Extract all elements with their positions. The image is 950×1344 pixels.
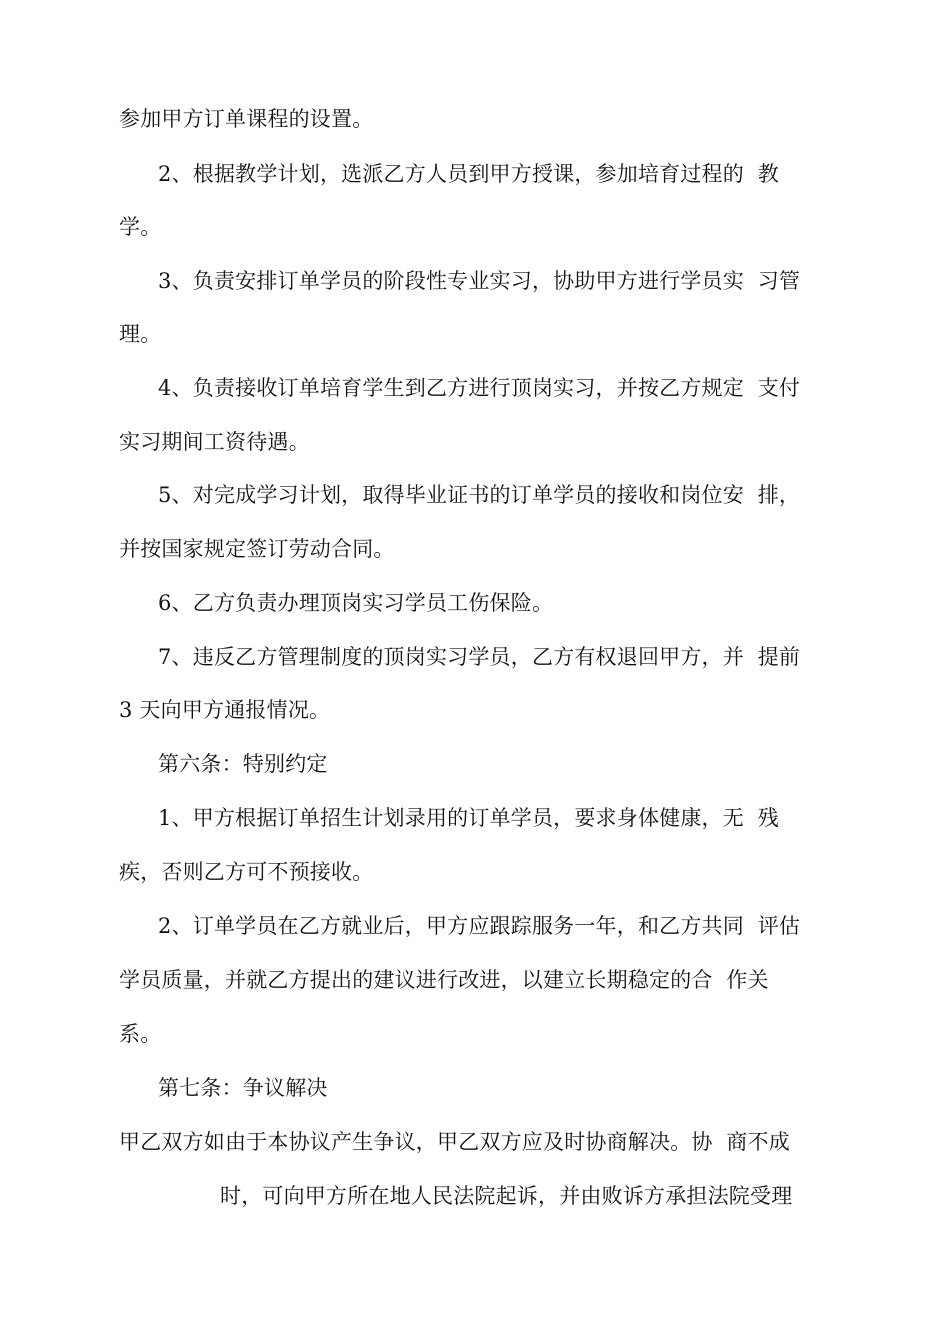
text-line: 系。 (119, 1022, 162, 1046)
text-line: 学。 (119, 215, 162, 239)
text-line: 并按国家规定签订劳动合同。 (119, 537, 395, 561)
text-line: 参加甲方订单课程的设置。 (119, 107, 374, 131)
text-line: 3 天向甲方通报情况。 (119, 698, 331, 722)
text-line: 1、甲方根据订单招生计划录用的订单学员，要求身体健康，无 残 (158, 806, 779, 830)
text-line: 学员质量，并就乙方提出的建议进行改进，以建立长期稳定的合 作关 (119, 968, 769, 992)
text-line: 实习期间工资待遇。 (119, 430, 310, 454)
text-line: 疾，否则乙方可不预接收。 (119, 860, 374, 884)
text-line: 3、负责安排订单学员的阶段性专业实习，协助甲方进行学员实 习管 (158, 269, 801, 293)
text-line: 2、订单学员在乙方就业后，甲方应跟踪服务一年，和乙方共同 评估 (158, 914, 801, 938)
text-line: 甲乙双方如由于本协议产生争议，甲乙双方应及时协商解决。协 商不成 (119, 1130, 790, 1154)
text-line: 理。 (119, 322, 162, 346)
text-line: 时，可向甲方所在地人民法院起诉，并由败诉方承担法院受理 (220, 1184, 793, 1208)
section-heading: 第六条：特别约定 (158, 752, 328, 776)
section-heading: 第七条：争议解决 (158, 1076, 328, 1100)
text-line: 6、乙方负责办理顶岗实习学员工伤保险。 (158, 591, 554, 615)
text-line: 2、根据教学计划，选派乙方人员到甲方授课，参加培育过程的 教 (158, 162, 779, 186)
text-line: 7、违反乙方管理制度的顶岗实习学员，乙方有权退回甲方，并 提前 (158, 645, 801, 669)
text-line: 5、对完成学习计划，取得毕业证书的订单学员的接收和岗位安 排， (158, 483, 801, 507)
text-line: 4、负责接收订单培育学生到乙方进行顶岗实习，并按乙方规定 支付 (158, 376, 801, 400)
